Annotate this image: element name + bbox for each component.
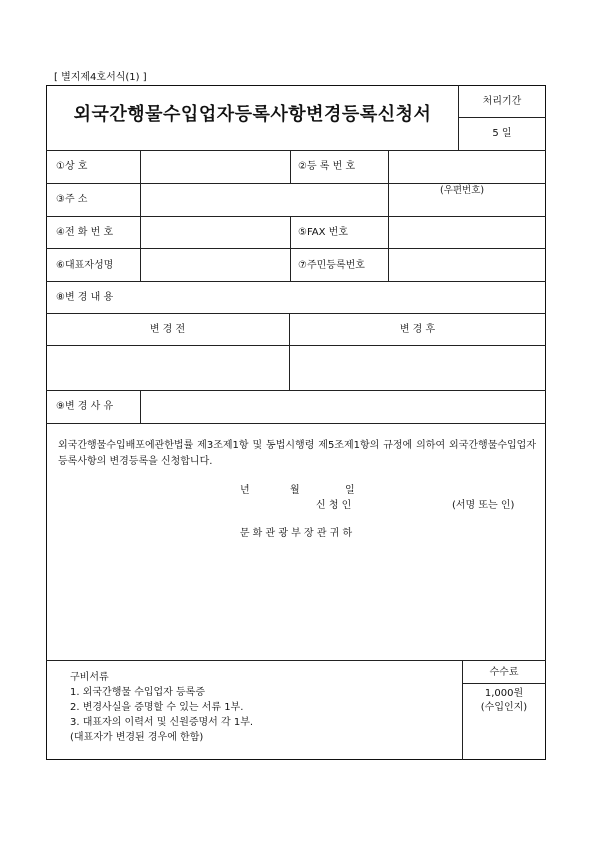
- before-change-label: 변 경 전: [149, 324, 186, 335]
- divider: [388, 150, 389, 281]
- postal-code-label: (우편번호): [440, 185, 485, 196]
- day-label: 일: [345, 485, 355, 496]
- divider: [462, 683, 546, 684]
- divider: [46, 183, 546, 184]
- address-label: ③주 소: [56, 194, 88, 205]
- divider: [46, 345, 546, 346]
- divider: [140, 390, 141, 423]
- addressee: 문 화 관 광 부 장 관 귀 하: [239, 528, 353, 539]
- processing-period-label: 처리기간: [482, 96, 522, 107]
- phone-label: ④전 화 번 호: [56, 227, 114, 238]
- change-reason-label: ⑨변 경 사 유: [56, 401, 114, 412]
- divider: [46, 423, 546, 424]
- fax-label: ⑤FAX 번호: [298, 227, 348, 238]
- divider: [46, 216, 546, 217]
- month-label: 월: [290, 485, 300, 496]
- divider: [46, 150, 546, 151]
- representative-name-label: ⑥대표자성명: [56, 260, 114, 271]
- registration-number-label: ②등 록 번 호: [298, 161, 356, 172]
- documents-heading: 구비서류: [70, 672, 109, 683]
- fee-note: (수입인지): [480, 702, 528, 713]
- processing-period-value: 5 일: [492, 128, 512, 139]
- resident-number-label: ⑦주민등록번호: [298, 260, 365, 271]
- document-item: 1. 외국간행물 수입업자 등록증: [70, 687, 205, 698]
- fee-amount: 1,000원: [484, 688, 524, 699]
- document-item: 3. 대표자의 이력서 및 신원증명서 각 1부.: [70, 717, 254, 728]
- after-change-label: 변 경 후: [399, 324, 436, 335]
- divider: [290, 216, 291, 281]
- year-label: 년: [240, 485, 250, 496]
- form-title: 외국간행물수입업자등록사항변경등록신청서: [73, 104, 432, 125]
- document-item-note: (대표자가 변경된 경우에 한함): [70, 732, 204, 743]
- divider: [46, 660, 546, 661]
- applicant-label: 신 청 인: [316, 500, 352, 511]
- divider: [46, 248, 546, 249]
- divider: [46, 390, 546, 391]
- fee-label: 수수료: [489, 667, 519, 678]
- divider: [46, 281, 546, 282]
- trade-name-label: ①상 호: [56, 161, 88, 172]
- divider: [290, 150, 291, 183]
- signature-label: (서명 또는 인): [452, 500, 515, 511]
- form-code: [ 별지제4호서식(1) ]: [54, 72, 147, 83]
- document-item: 2. 변경사실을 증명할 수 있는 서류 1부.: [70, 702, 244, 713]
- change-content-label: ⑧변 경 내 용: [56, 292, 114, 303]
- divider: [46, 313, 546, 314]
- divider: [458, 117, 546, 118]
- divider: [140, 150, 141, 281]
- declaration-text: 외국간행물수입배포에관한법률 제3조제1항 및 동법시행령 제5조제1항의 규정에 의하여 외국간행물수입업자등록사항의 변경등록을 신청합니다.: [58, 440, 536, 467]
